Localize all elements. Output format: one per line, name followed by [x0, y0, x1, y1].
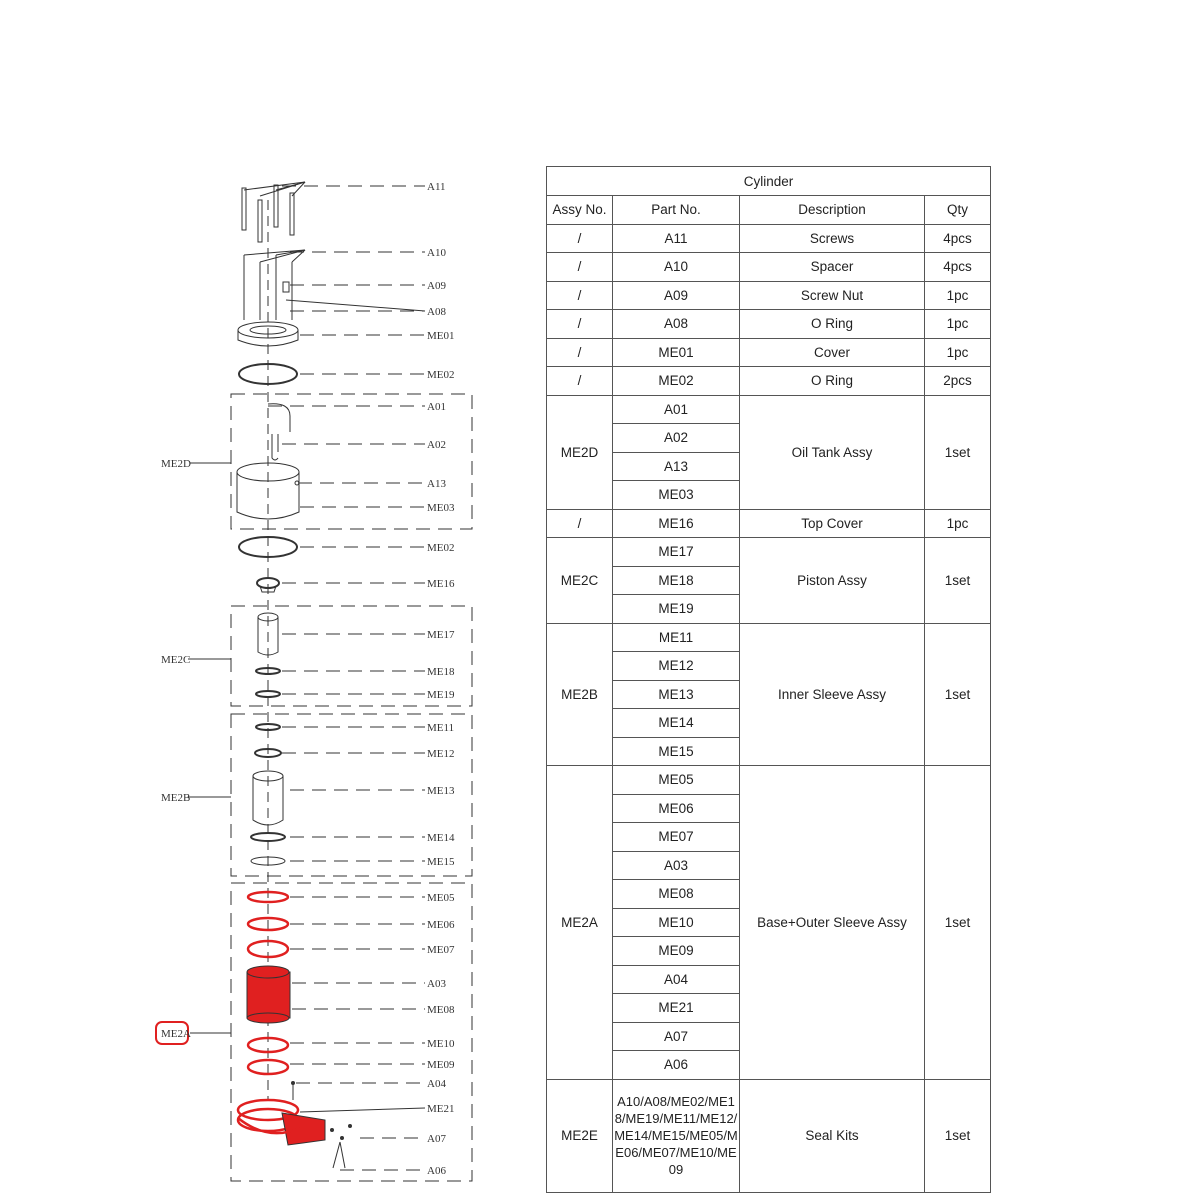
cell-part: ME01: [613, 338, 740, 367]
callout-a02: A02: [427, 439, 446, 451]
cell-assy: ME2D: [547, 395, 613, 509]
cell-assy: ME2A: [547, 766, 613, 1080]
cell-assy: /: [547, 338, 613, 367]
header-part-no: Part No.: [613, 196, 740, 225]
group-label-me2d: ME2D: [161, 458, 191, 470]
callout-me16: ME16: [427, 578, 455, 590]
callout-a09: A09: [427, 280, 446, 292]
cell-part: ME13: [613, 680, 740, 709]
cell-part: ME05: [613, 766, 740, 795]
cell-qty: 1pc: [925, 310, 991, 339]
cell-part: ME16: [613, 509, 740, 538]
table-row: [547, 253, 991, 282]
table-row: [547, 367, 991, 396]
cell-assy: ME2C: [547, 538, 613, 624]
cell-part: ME19: [613, 595, 740, 624]
cell-desc: Spacer: [740, 253, 925, 282]
callout-me10: ME10: [427, 1038, 455, 1050]
cell-qty: 1set: [925, 395, 991, 509]
table-row: [547, 623, 991, 652]
cell-desc: Screw Nut: [740, 281, 925, 310]
callout-me06: ME06: [427, 919, 455, 931]
callout-me02-second: ME02: [427, 542, 455, 554]
cell-assy: /: [547, 367, 613, 396]
cell-qty: 2pcs: [925, 367, 991, 396]
cell-desc: Screws: [740, 224, 925, 253]
cell-desc: Piston Assy: [740, 538, 925, 624]
cell-part: A03: [613, 851, 740, 880]
cell-part: ME03: [613, 481, 740, 510]
cell-part: A08: [613, 310, 740, 339]
cell-assy: /: [547, 253, 613, 282]
callout-a03: A03: [427, 978, 446, 990]
table-title: Cylinder: [547, 167, 991, 196]
cell-desc: Cover: [740, 338, 925, 367]
cell-assy: ME2B: [547, 623, 613, 766]
header-qty: Qty: [925, 196, 991, 225]
parts-table: [546, 166, 991, 1193]
cell-qty: 1pc: [925, 338, 991, 367]
cell-qty: 1pc: [925, 509, 991, 538]
cell-assy: /: [547, 310, 613, 339]
group-label-me2b: ME2B: [161, 792, 191, 804]
callout-a13: A13: [427, 478, 446, 490]
table-row: [547, 538, 991, 567]
callout-me21: ME21: [427, 1103, 455, 1115]
cell-assy: ME2E: [547, 1079, 613, 1192]
callout-me17: ME17: [427, 629, 455, 641]
callout-me15: ME15: [427, 856, 455, 868]
cell-part: A10/A08/ME02/ME18/ME19/ME11/ME12/ME14/ME15/ME05/ME06/ME07/ME10/ME09: [613, 1079, 740, 1192]
cell-assy: /: [547, 224, 613, 253]
cell-qty: 4pcs: [925, 253, 991, 282]
cell-part: ME14: [613, 709, 740, 738]
cell-part: A04: [613, 965, 740, 994]
cell-part: ME15: [613, 737, 740, 766]
cell-qty: 1set: [925, 623, 991, 766]
cell-desc: Top Cover: [740, 509, 925, 538]
table-row: [547, 281, 991, 310]
callout-me03: ME03: [427, 502, 455, 514]
callout-a07: A07: [427, 1133, 446, 1145]
cell-part: ME17: [613, 538, 740, 567]
table-header-row: [547, 196, 991, 225]
cell-desc: Oil Tank Assy: [740, 395, 925, 509]
cell-part: ME07: [613, 823, 740, 852]
table-row: [547, 509, 991, 538]
cell-part: ME02: [613, 367, 740, 396]
callout-a11: A11: [427, 181, 446, 193]
cell-part: ME06: [613, 794, 740, 823]
cell-desc: Seal Kits: [740, 1079, 925, 1192]
table-row: [547, 766, 991, 795]
cell-qty: 1pc: [925, 281, 991, 310]
callout-me08: ME08: [427, 1004, 455, 1016]
table-row: [547, 310, 991, 339]
callout-me07: ME07: [427, 944, 455, 956]
cell-qty: 4pcs: [925, 224, 991, 253]
cell-part: ME18: [613, 566, 740, 595]
callout-me09: ME09: [427, 1059, 455, 1071]
cell-part: A11: [613, 224, 740, 253]
cell-desc: Base+Outer Sleeve Assy: [740, 766, 925, 1080]
cell-desc: O Ring: [740, 367, 925, 396]
callout-me02: ME02: [427, 369, 455, 381]
cell-part: A06: [613, 1051, 740, 1080]
table-row: [547, 1079, 991, 1192]
group-label-me2c: ME2C: [161, 654, 191, 666]
cell-part: A02: [613, 424, 740, 453]
cell-part: ME11: [613, 623, 740, 652]
callout-a10: A10: [427, 247, 446, 259]
cell-part: ME08: [613, 880, 740, 909]
cell-assy: /: [547, 281, 613, 310]
group-label-me2a: ME2A: [161, 1028, 191, 1040]
cell-part: A01: [613, 395, 740, 424]
cell-qty: 1set: [925, 1079, 991, 1192]
callout-me18: ME18: [427, 666, 455, 678]
cell-part: A09: [613, 281, 740, 310]
callout-me01: ME01: [427, 330, 455, 342]
cell-part: ME09: [613, 937, 740, 966]
callout-a04: A04: [427, 1078, 446, 1090]
cell-part: ME10: [613, 908, 740, 937]
cell-qty: 1set: [925, 766, 991, 1080]
cell-part: ME21: [613, 994, 740, 1023]
callout-me12: ME12: [427, 748, 455, 760]
table-row: [547, 224, 991, 253]
callout-me11: ME11: [427, 722, 455, 734]
callout-a01: A01: [427, 401, 446, 413]
cell-assy: /: [547, 509, 613, 538]
callout-a06: A06: [427, 1165, 446, 1177]
cell-desc: O Ring: [740, 310, 925, 339]
cell-desc: Inner Sleeve Assy: [740, 623, 925, 766]
header-description: Description: [740, 196, 925, 225]
callout-me05: ME05: [427, 892, 455, 904]
callout-me14: ME14: [427, 832, 455, 844]
cell-qty: 1set: [925, 538, 991, 624]
cell-part: A07: [613, 1022, 740, 1051]
header-assy-no: Assy No.: [547, 196, 613, 225]
table-row: [547, 338, 991, 367]
cell-part: A13: [613, 452, 740, 481]
table-row: [547, 395, 991, 424]
callout-me19: ME19: [427, 689, 455, 701]
cell-part: A10: [613, 253, 740, 282]
callout-me13: ME13: [427, 785, 455, 797]
cell-part: ME12: [613, 652, 740, 681]
callout-a08: A08: [427, 306, 446, 318]
